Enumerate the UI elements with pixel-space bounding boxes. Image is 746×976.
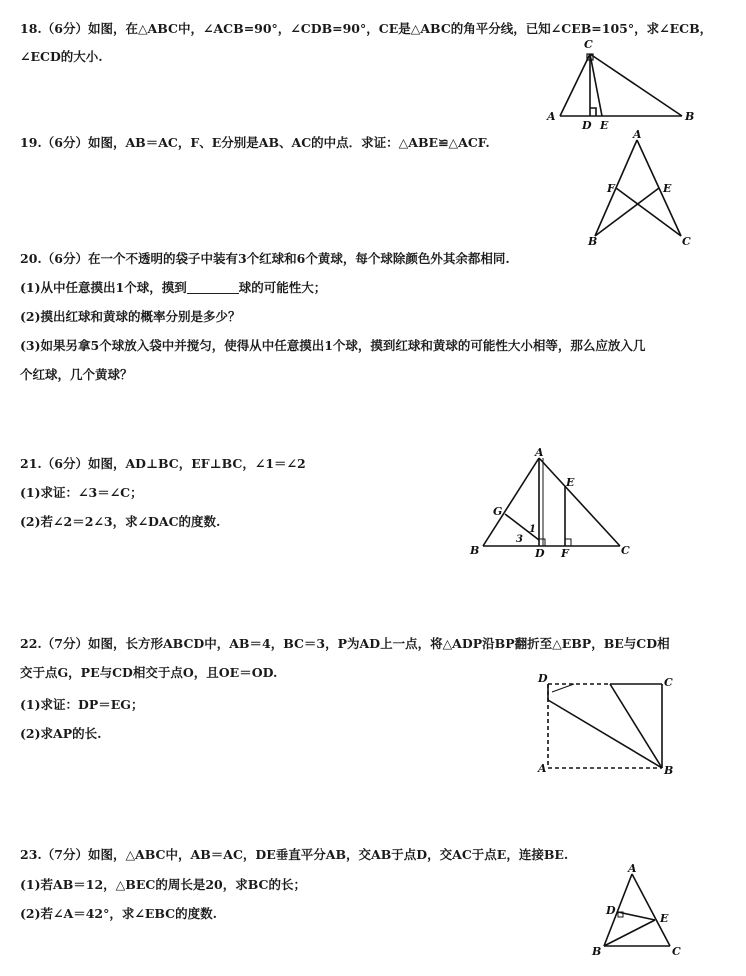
q23-label-e: E [660, 912, 669, 925]
q20-part1-after: 球的可能性大； [238, 280, 327, 295]
q21-line1: 21.（6分）如图，AD⊥BC，EF⊥BC，∠1＝∠2 [20, 456, 306, 471]
q19-label-e: E [663, 182, 672, 195]
q22-part1: (1)求证：DP＝EG； [20, 697, 144, 712]
q21-part2: (2)若∠2＝2∠3，求∠DAC的度数. [20, 514, 221, 529]
q20-answer-blank [187, 281, 239, 294]
q18-line2: ∠ECD的大小. [20, 49, 103, 64]
q18-label-a: A [547, 110, 556, 123]
q22-label-a: A [538, 762, 547, 775]
q21-label-g: G [493, 505, 503, 518]
q21-label-c: C [621, 544, 630, 557]
q23-label-c: C [672, 945, 681, 958]
q22-part2: (2)求AP的长. [20, 726, 102, 741]
q22-figure [530, 670, 690, 780]
q23-part1: (1)若AB＝12，△BEC的周长是20，求BC的长； [20, 877, 306, 892]
q23-label-b: B [592, 945, 602, 958]
q23-figure [590, 858, 710, 958]
q21-label-e: E [566, 476, 575, 489]
q22-label-d: D [538, 672, 548, 685]
q19-label-c: C [682, 235, 691, 248]
q19-line1: 19.（6分）如图，AB＝AC，F、E分别是AB、AC的中点．求证：△ABE≌△ACF. [20, 135, 490, 150]
q22-line2: 交于点G，PE与CD相交于点O，且OE＝OD. [20, 665, 278, 680]
q22-label-c: C [664, 676, 673, 689]
q20-part2: (2)摸出红球和黄球的概率分别是多少？ [20, 309, 241, 324]
q23-part2: (2)若∠A＝42°，求∠EBC的度数. [20, 906, 217, 921]
q18-label-b: B [685, 110, 695, 123]
q18-label-e: E [600, 119, 609, 132]
q18-figure [540, 36, 710, 136]
q22-label-b: B [664, 764, 674, 777]
q20-part1 [20, 280, 326, 296]
q21-part1: (1)求证：∠3＝∠C； [20, 485, 143, 500]
q21-label-b: B [470, 544, 480, 557]
q20-part3-line2: 个红球，几个黄球？ [20, 367, 133, 382]
q21-label-f: F [561, 547, 569, 560]
q23-label-d: D [606, 904, 616, 917]
q21-label-a: A [535, 446, 544, 459]
q20-part3-line1: (3)如果另拿5个球放入袋中并搅匀，使得从中任意摸出1个球，摸到红球和黄球的可能性大小相等，那么应放入几 [20, 338, 646, 353]
q19-label-a: A [633, 128, 642, 141]
q23-label-a: A [628, 862, 637, 875]
q21-figure [465, 444, 645, 564]
q21-label-d: D [535, 547, 545, 560]
q21-label-angle-3: 3 [516, 534, 523, 545]
q19-label-b: B [588, 235, 598, 248]
q21-label-angle-1: 1 [529, 524, 536, 535]
q18-line1: 18.（6分）如图，在△ABC中，∠ACB=90°，∠CDB=90°，CE是△ABC的角平分线，已知∠CEB=105°，求∠ECB， [20, 21, 713, 36]
q18-label-c: C [584, 38, 593, 51]
q22-line1: 22.（7分）如图，长方形ABCD中，AB＝4，BC＝3，P为AD上一点，将△ADP沿BP翻折至△EBP，BE与CD相 [20, 636, 670, 651]
q20-line1: 20.（6分）在一个不透明的袋子中装有3个红球和6个黄球，每个球除颜色外其余都相同. [20, 251, 510, 266]
q19-label-f: F [607, 182, 615, 195]
q20-part1-before: (1)从中任意摸出1个球，摸到 [20, 280, 187, 295]
q18-label-d: D [582, 119, 592, 132]
q19-figure [585, 128, 695, 252]
q23-line1: 23.（7分）如图，△ABC中，AB＝AC，DE垂直平分AB，交AB于点D，交AC于点E，连接BE. [20, 847, 569, 862]
